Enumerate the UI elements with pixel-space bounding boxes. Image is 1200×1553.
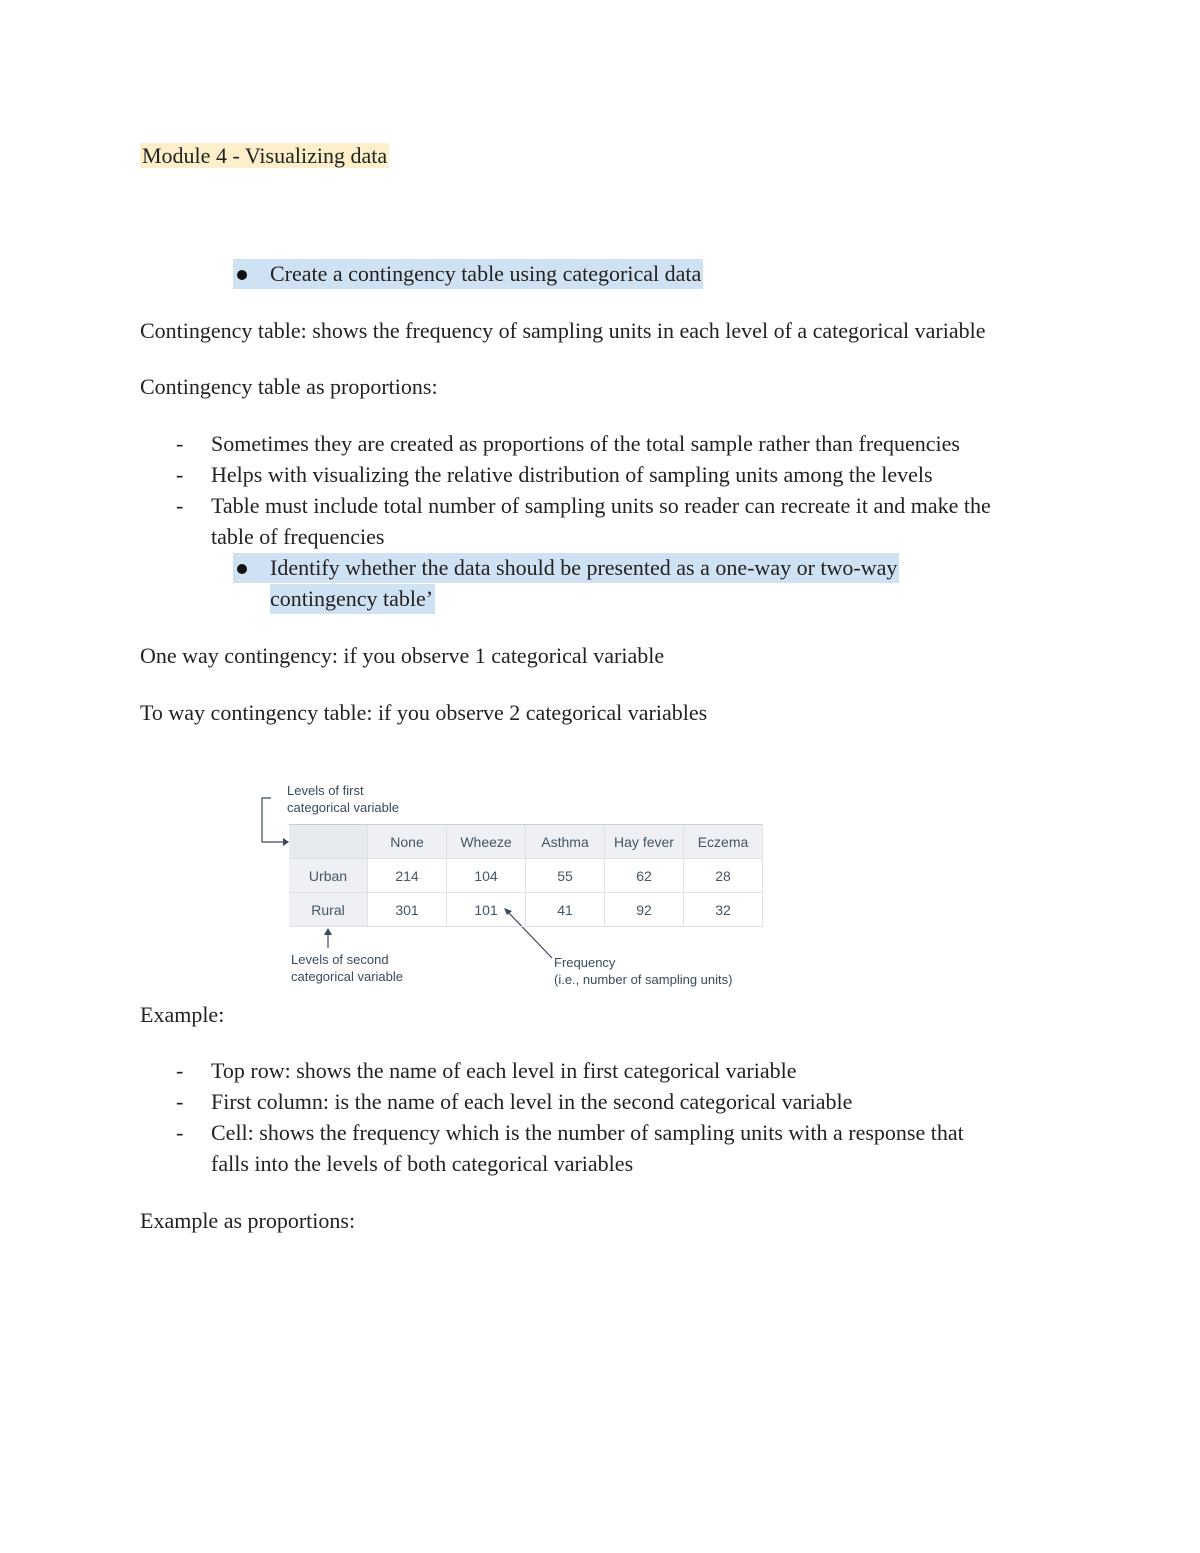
column-header: Asthma <box>526 825 605 859</box>
table-cell: 55 <box>526 859 605 893</box>
dash-marker: - <box>176 1120 184 1145</box>
dash-marker: - <box>176 431 184 456</box>
bullet-identify-line2: contingency table’ <box>270 584 435 614</box>
table-row <box>289 859 763 893</box>
label-frequency-line2: (i.e., number of sampling units) <box>554 972 733 987</box>
column-header: Hay fever <box>605 825 684 859</box>
table-cell: 28 <box>684 859 763 893</box>
column-header: None <box>368 825 447 859</box>
contingency-table <box>289 824 763 927</box>
label-first-variable <box>287 782 399 816</box>
proportions-heading: Contingency table as proportions: <box>140 374 438 399</box>
bullet-create-table: Create a contingency table using categorical data <box>233 259 703 289</box>
label-second-line1: Levels of second <box>291 952 389 967</box>
page-title <box>140 141 389 171</box>
label-second-line2: categorical variable <box>291 969 404 984</box>
dash-marker: - <box>176 493 184 518</box>
table-header-row <box>289 825 763 859</box>
table-cell: 41 <box>526 893 605 927</box>
row-header: Urban <box>289 859 368 893</box>
table-cell: 62 <box>605 859 684 893</box>
example-point-3-cont: falls into the levels of both categorical variables <box>211 1151 634 1176</box>
example-heading: Example: <box>140 1002 225 1027</box>
label-first-line2: categorical variable <box>287 800 400 815</box>
label-frequency <box>554 954 732 988</box>
proportions-point-3: Table must include total number of sampling units so reader can recreate it and make the <box>211 493 991 518</box>
definition-contingency: Contingency table: shows the frequency of sampling units in each level of a categorical variable <box>140 318 986 343</box>
example-point-3: Cell: shows the frequency which is the number of sampling units with a response that <box>211 1120 964 1145</box>
bullet-identify-line1: Identify whether the data should be presented as a one-way or two-way <box>233 553 899 583</box>
table-cell: 214 <box>368 859 447 893</box>
dash-marker: - <box>176 1089 184 1114</box>
table-cell: 301 <box>368 893 447 927</box>
dash-marker: - <box>176 1058 184 1083</box>
label-first-line1: Levels of first <box>287 783 364 798</box>
proportions-point-2: Helps with visualizing the relative distribution of sampling units among the levels <box>211 462 933 487</box>
table-row <box>289 893 763 927</box>
label-second-variable <box>291 951 403 985</box>
column-header: Wheeze <box>447 825 526 859</box>
proportions-point-3-cont: table of frequencies <box>211 524 385 549</box>
table-cell: 32 <box>684 893 763 927</box>
example-point-1: Top row: shows the name of each level in first categorical variable <box>211 1058 797 1083</box>
label-frequency-line1: Frequency <box>554 955 616 970</box>
dash-marker: - <box>176 462 184 487</box>
bullet-dot-icon <box>237 270 247 280</box>
proportions-point-1: Sometimes they are created as proportions of the total sample rather than frequencies <box>211 431 960 456</box>
table-cell: 92 <box>605 893 684 927</box>
row-header: Rural <box>289 893 368 927</box>
table-cell: 104 <box>447 859 526 893</box>
example-proportions-heading: Example as proportions: <box>140 1208 356 1233</box>
table-corner-cell <box>289 825 368 859</box>
contingency-table-figure <box>255 778 775 993</box>
table-cell: 101 <box>447 893 526 927</box>
bullet-dot-icon <box>237 564 247 574</box>
column-header: Eczema <box>684 825 763 859</box>
example-point-2: First column: is the name of each level in the second categorical variable <box>211 1089 853 1114</box>
two-way-definition: To way contingency table: if you observe 2 categorical variables <box>140 700 708 725</box>
one-way-definition: One way contingency: if you observe 1 categorical variable <box>140 643 665 668</box>
title-highlight: Module 4 - Visualizing data <box>142 143 388 168</box>
